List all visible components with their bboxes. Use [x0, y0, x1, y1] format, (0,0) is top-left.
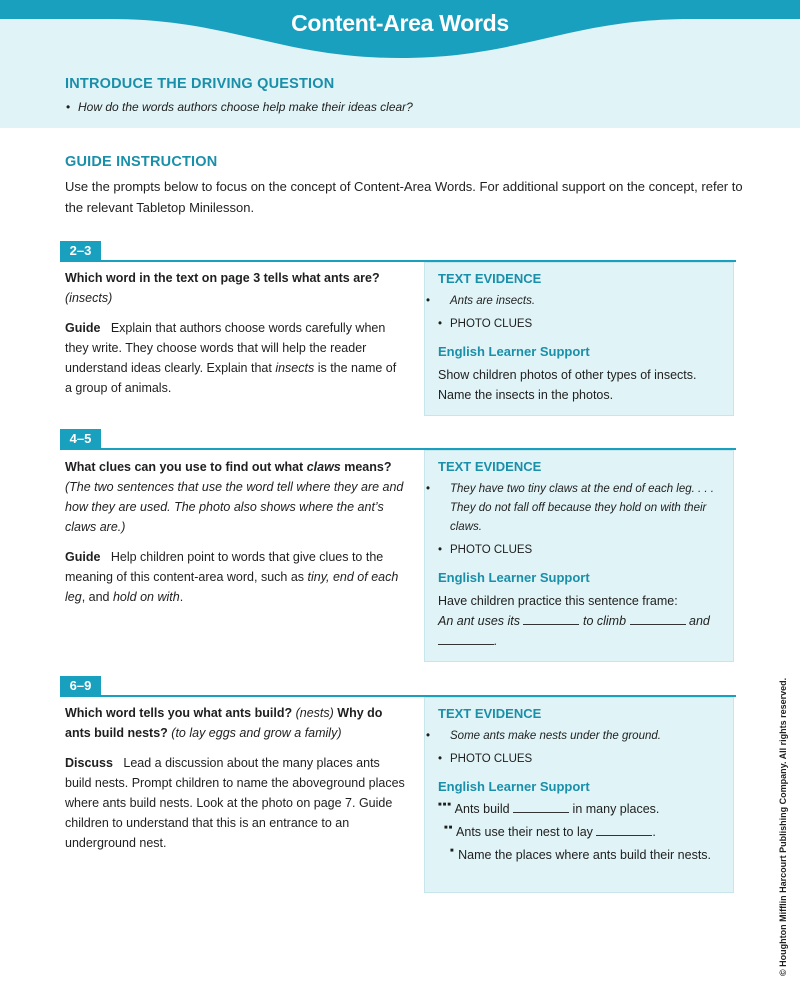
driving-question-item: • How do the words authors choose help make their ideas clear? [66, 100, 413, 114]
fill-blank [630, 613, 686, 625]
text-evidence-panel [424, 450, 734, 662]
level-text: in many places. [572, 802, 660, 816]
level-marker-icon: ■■ [444, 825, 454, 831]
question: Which word tells you what ants build? [65, 706, 293, 720]
frame-text: An ant uses its [438, 614, 520, 628]
guide-text: is the name of a group of animals. [65, 361, 397, 395]
question: means? [340, 460, 392, 474]
guide-instruction-heading: GUIDE INSTRUCTION [65, 154, 218, 170]
photo-clues-text: PHOTO CLUES [450, 753, 533, 765]
level-text: Name the places where ants build their nests. [458, 848, 712, 862]
answer: (to lay eggs and grow a family) [171, 726, 342, 740]
guide-italic: tiny, end of each leg [65, 570, 399, 604]
level-text: Ants use their nest to lay [456, 825, 593, 839]
question: Which word in the text on page 3 tells what ants are? [65, 271, 380, 285]
frame-text: and [689, 614, 710, 628]
evidence-item: • Ants are insects. [426, 295, 536, 307]
page-title: Content-Area Words [291, 10, 509, 36]
support-level-1 [438, 846, 721, 865]
els-heading: English Learner Support [438, 570, 590, 585]
guide-text: , and [81, 590, 113, 604]
support-level-3 [438, 800, 721, 819]
guide-italic: insects [275, 361, 315, 375]
level-text: . [652, 825, 656, 839]
photo-clues: • PHOTO CLUES [438, 544, 533, 556]
guide-text: . [179, 590, 184, 604]
discuss-label: Discuss [65, 756, 113, 770]
level-text: Ants build [454, 802, 510, 816]
els-heading: English Learner Support [438, 344, 590, 359]
answer: (insects) [65, 291, 113, 305]
photo-clues-text: PHOTO CLUES [450, 318, 533, 330]
fill-blank [513, 801, 569, 813]
answer: (The two sentences that use the word tell where they are and how they are used. The photo also shows where the ant’s claws are.) [65, 480, 404, 534]
text-evidence-panel [424, 262, 734, 416]
guide-italic: hold on with [112, 590, 180, 604]
question-italic: claws [306, 460, 341, 474]
driving-question-heading: INTRODUCE THE DRIVING QUESTION [65, 76, 335, 92]
fill-blank [438, 633, 494, 645]
evidence-item: • They have two tiny claws at the end of each leg. . . . They do not fall off because they hold on with their claws. [426, 483, 715, 533]
question: Why do ants build nests? [65, 706, 383, 740]
text-evidence-heading: TEXT EVIDENCE [438, 459, 542, 474]
evidence-text: They have two tiny claws at the end of each leg. . . . They do not fall off because they hold on with their claws. [450, 483, 715, 533]
section-prompt [65, 268, 405, 408]
guide-label: Guide [65, 550, 101, 564]
level-marker-icon: ■ [450, 848, 455, 854]
els-heading: English Learner Support [438, 779, 590, 794]
photo-clues: • PHOTO CLUES [438, 318, 533, 330]
copyright-notice: © Houghton Mifflin Harcourt Publishing Company. All rights reserved. [778, 677, 788, 976]
sentence-frame [438, 611, 721, 651]
section-prompt [65, 457, 405, 617]
frame-text: . [494, 634, 498, 648]
question: What clues can you use to find out what [65, 460, 307, 474]
text-evidence-panel [424, 697, 734, 893]
text-evidence-heading: TEXT EVIDENCE [438, 271, 542, 286]
section-prompt [65, 703, 405, 863]
guide-instruction-text: Use the prompts below to focus on the concept of Content-Area Words. For additional support on the concept, refer to the relevant Tabletop Minilesson. [65, 179, 743, 215]
level-marker-icon: ■■■ [438, 802, 452, 808]
evidence-item: • Some ants make nests under the ground. [426, 730, 661, 742]
evidence-text: Some ants make nests under the ground. [450, 730, 661, 742]
guide-text: Explain that authors choose words carefully when they write. They choose words that will help the reader understand ideas clearly. Explain that [65, 321, 386, 375]
page-range-tab: 4–5 [60, 429, 101, 449]
fill-blank [596, 824, 652, 836]
els-text: Have children practice this sentence frame: [438, 594, 678, 608]
answer: (nests) [295, 706, 334, 720]
discuss-text: Lead a discussion about the many places ants build nests. Prompt children to name the aboveground places where ants build nests. Look at the photo on page 7. Guide children to understand that this is an entrance to an underground nest. [65, 756, 405, 850]
fill-blank [523, 613, 579, 625]
els-text: Show children photos of other types of insects. Name the insects in the photos. [438, 368, 697, 402]
guide-label: Guide [65, 321, 101, 335]
evidence-text: Ants are insects. [450, 295, 536, 307]
page-range-tab: 6–9 [60, 676, 101, 696]
photo-clues-text: PHOTO CLUES [450, 544, 533, 556]
text-evidence-heading: TEXT EVIDENCE [438, 706, 542, 721]
photo-clues: • PHOTO CLUES [438, 753, 533, 765]
driving-question-text: How do the words authors choose help make their ideas clear? [78, 100, 413, 114]
guide-text: Help children point to words that give clues to the meaning of this content-area word, such as [65, 550, 384, 584]
page-range-tab: 2–3 [60, 241, 101, 261]
frame-text: to climb [582, 614, 627, 628]
support-level-2 [438, 823, 721, 842]
